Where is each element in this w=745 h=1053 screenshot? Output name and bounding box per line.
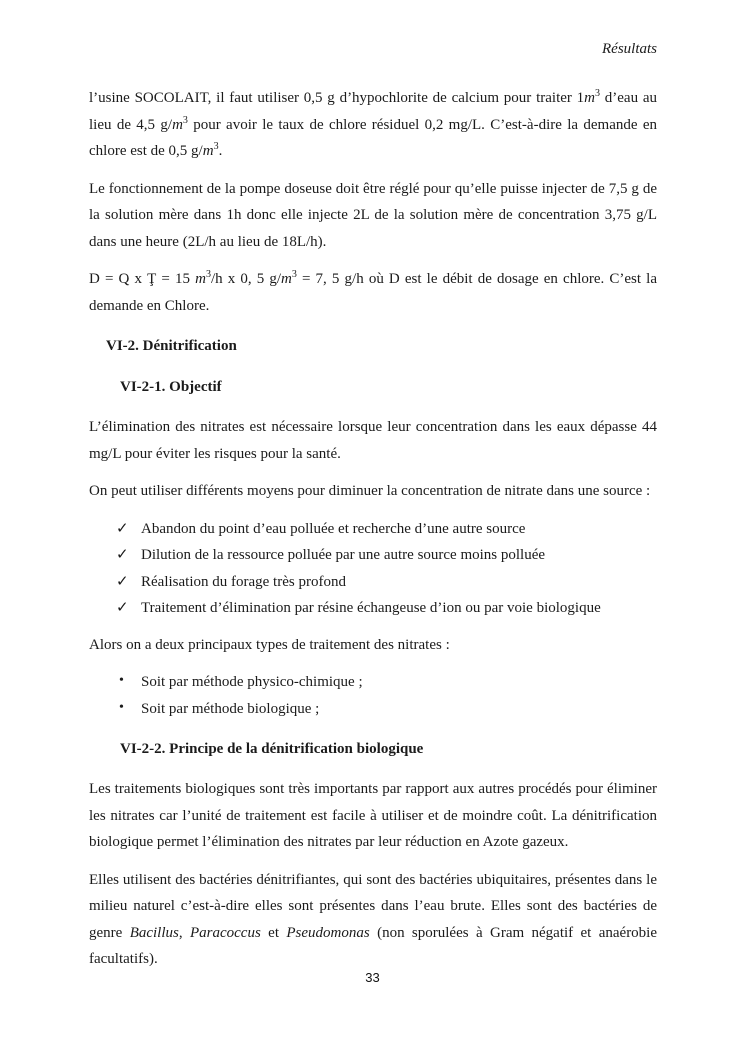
checklist-item-label: Traitement d’élimination par résine échangeuse d’ion ou par voie biologique [141, 600, 601, 616]
heading-vi-2-denitrification: VI-2. Dénitrification [106, 338, 237, 354]
paragraph-biological-treatments: Les traitements biologiques sont très importants par rapport aux autres procédés pour éliminer les nitrates car l’unité de traitement est facile à utiliser et de moindre coût. La dénitrification biologique permet l’élimination des nitrates par leur réduction en Azote gazeux. [89, 781, 657, 850]
page-number: 33 [365, 970, 380, 985]
paragraph-bacteria-genera: Elles utilisent des bactéries dénitrifiantes, qui sont des bactéries ubiquitaires, présentes dans le milieu naturel c’est-à-dire elles sont présentes dans l’eau brute. Elles sont des bactéries de genre Bacillus, Paracoccus et Pseudomonas (non sporulées à Gram négatif et anaérobie facultatifs). [89, 871, 658, 967]
bullet-list-item [89, 669, 657, 696]
checkmark-icon: ✓ [116, 520, 129, 537]
checklist-item-label: Réalisation du forage très profond [141, 573, 346, 590]
checklist-item [89, 569, 657, 596]
bullet-item-label: Soit par méthode physico-chimique ; [141, 674, 363, 690]
bullet-list [89, 669, 657, 722]
checkmark-icon: ✓ [116, 547, 129, 563]
bullet-list-item [89, 696, 657, 723]
paragraph-chlorine-dose: l’usine SOCOLAIT, il faut utiliser 0,5 g d’hypochlorite de calcium pour traiter $1m^3$ d’eau au lieu de 4,5 $g/m^3$ pour avoir le taux de chlore résiduel 0,2 mg/L. C’est-à-dire la demande en chlore est de 0,5 $g/m^3$. [89, 88, 658, 159]
bullet-icon: • [119, 699, 124, 715]
checklist [89, 516, 657, 622]
paragraph-treatment-types: Alors on a deux principaux types de traitement des nitrates : [89, 636, 450, 653]
running-header: Résultats [602, 41, 657, 57]
bullet-item-label: Soit par méthode biologique ; [141, 700, 320, 717]
heading-vi-2-2-principe: VI-2-2. Principe de la dénitrification biologique [120, 741, 424, 757]
paragraph-nitrate-elimination: L’élimination des nitrates est nécessaire lorsque leur concentration dans les eaux dépasse 44 mg/L pour éviter les risques pour la santé. [89, 419, 657, 462]
checklist-item [89, 516, 657, 543]
checklist-item-label: Dilution de la ressource polluée par une autre source moins polluée [141, 547, 546, 563]
checklist-item-label: Abandon du point d’eau polluée et recherche d’une autre source [141, 520, 526, 537]
paragraph-dosage-equation: D = Q x Ţ = 15 $m^3/h$ x 0, 5 $g/m^3 = 7$, 5 g/h où D est le débit de dosage en chlore. C’est la demande en Chlore. [89, 269, 658, 314]
checkmark-icon: ✓ [116, 573, 129, 590]
checklist-item [89, 542, 657, 569]
paragraph-means-intro: On peut utiliser différents moyens pour diminuer la concentration de nitrate dans une source : [89, 483, 651, 499]
bullet-icon: • [119, 673, 124, 688]
heading-vi-2-1-objectif: VI-2-1. Objectif [120, 379, 222, 395]
paragraph-pump-operation: Le fonctionnement de la pompe doseuse doit être réglé pour qu’elle puisse injecter de 7,5 g de la solution mère dans 1h donc elle injecte 2L de la solution mère de concentration 3,75 g/L dans une heure (2L/h au lieu de 18L/h). [89, 180, 657, 250]
checkmark-icon: ✓ [116, 600, 129, 616]
checklist-item [89, 595, 657, 622]
